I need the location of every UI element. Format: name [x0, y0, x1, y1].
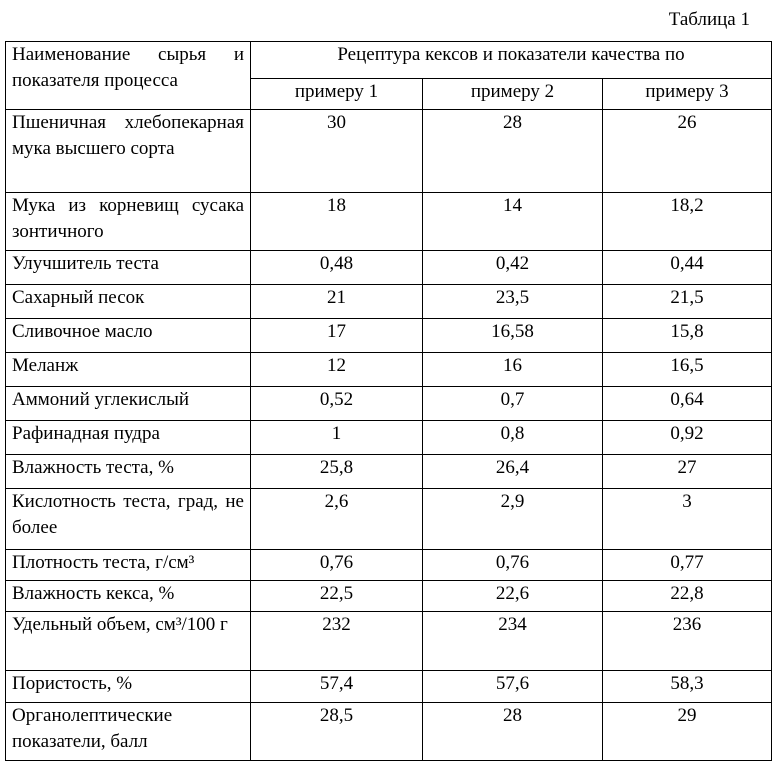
cell-example-1: 28,5 — [251, 703, 423, 761]
cell-example-2: 0,8 — [423, 421, 603, 455]
cell-example-3: 0,64 — [603, 387, 772, 421]
cell-example-2: 16 — [423, 353, 603, 387]
cell-example-2: 23,5 — [423, 285, 603, 319]
table-row — [6, 285, 772, 319]
cell-example-2: 28 — [423, 110, 603, 193]
header-group: Рецептура кексов и показатели качества по — [251, 42, 772, 79]
cell-example-3: 27 — [603, 455, 772, 489]
cell-example-1: 1 — [251, 421, 423, 455]
row-name: Меланж — [6, 353, 251, 387]
cell-example-1: 18 — [251, 193, 423, 251]
cell-example-3: 22,8 — [603, 581, 772, 612]
table-row — [6, 421, 772, 455]
row-name: Сахарный песок — [6, 285, 251, 319]
table-row — [6, 671, 772, 703]
cell-example-1: 12 — [251, 353, 423, 387]
cell-example-3: 26 — [603, 110, 772, 193]
cell-example-2: 14 — [423, 193, 603, 251]
cell-example-2: 0,76 — [423, 550, 603, 581]
cell-example-1: 0,52 — [251, 387, 423, 421]
cell-example-3: 58,3 — [603, 671, 772, 703]
header-row — [6, 42, 772, 79]
cell-example-3: 0,77 — [603, 550, 772, 581]
row-name: Органолептические показатели, балл — [6, 703, 251, 761]
cell-example-1: 2,6 — [251, 489, 423, 550]
cell-example-1: 30 — [251, 110, 423, 193]
cell-example-3: 236 — [603, 612, 772, 671]
cell-example-3: 18,2 — [603, 193, 772, 251]
header-name-column: Наименование сырья и показателя процесса — [6, 42, 251, 110]
cell-example-2: 0,42 — [423, 251, 603, 285]
row-name: Кислотность теста, град, не более — [6, 489, 251, 550]
cell-example-2: 16,58 — [423, 319, 603, 353]
table-row — [6, 110, 772, 193]
table-row — [6, 455, 772, 489]
row-name: Пшеничная хлебопекарная мука высшего сорта — [6, 110, 251, 193]
table-row — [6, 387, 772, 421]
table-row — [6, 193, 772, 251]
cell-example-3: 15,8 — [603, 319, 772, 353]
cell-example-2: 57,6 — [423, 671, 603, 703]
cell-example-3: 3 — [603, 489, 772, 550]
cell-example-3: 0,92 — [603, 421, 772, 455]
row-name: Удельный объем, см³/100 г — [6, 612, 251, 671]
cell-example-3: 21,5 — [603, 285, 772, 319]
cell-example-2: 0,7 — [423, 387, 603, 421]
table-row — [6, 581, 772, 612]
cell-example-2: 2,9 — [423, 489, 603, 550]
table-caption: Таблица 1 — [668, 9, 750, 30]
header-example-2: примеру 2 — [423, 79, 603, 110]
row-name: Мука из корневищ сусака зонтичного — [6, 193, 251, 251]
cell-example-1: 0,48 — [251, 251, 423, 285]
row-name: Улучшитель теста — [6, 251, 251, 285]
table-row — [6, 703, 772, 761]
cell-example-3: 29 — [603, 703, 772, 761]
header-example-1: примеру 1 — [251, 79, 423, 110]
cell-example-1: 57,4 — [251, 671, 423, 703]
cell-example-1: 0,76 — [251, 550, 423, 581]
table-row — [6, 251, 772, 285]
table-row — [6, 319, 772, 353]
row-name: Влажность кекса, % — [6, 581, 251, 612]
cell-example-3: 16,5 — [603, 353, 772, 387]
cell-example-2: 22,6 — [423, 581, 603, 612]
row-name: Сливочное масло — [6, 319, 251, 353]
header-example-3: примеру 3 — [603, 79, 772, 110]
cell-example-2: 234 — [423, 612, 603, 671]
cell-example-1: 21 — [251, 285, 423, 319]
cell-example-1: 25,8 — [251, 455, 423, 489]
recipe-table — [5, 41, 772, 761]
table-row — [6, 353, 772, 387]
row-name: Аммоний углекислый — [6, 387, 251, 421]
table-row — [6, 489, 772, 550]
cell-example-1: 17 — [251, 319, 423, 353]
cell-example-3: 0,44 — [603, 251, 772, 285]
row-name: Пористость, % — [6, 671, 251, 703]
table-row — [6, 612, 772, 671]
row-name: Рафинадная пудра — [6, 421, 251, 455]
cell-example-1: 22,5 — [251, 581, 423, 612]
cell-example-2: 28 — [423, 703, 603, 761]
cell-example-1: 232 — [251, 612, 423, 671]
table-row — [6, 550, 772, 581]
cell-example-2: 26,4 — [423, 455, 603, 489]
row-name: Влажность теста, % — [6, 455, 251, 489]
row-name: Плотность теста, г/см³ — [6, 550, 251, 581]
